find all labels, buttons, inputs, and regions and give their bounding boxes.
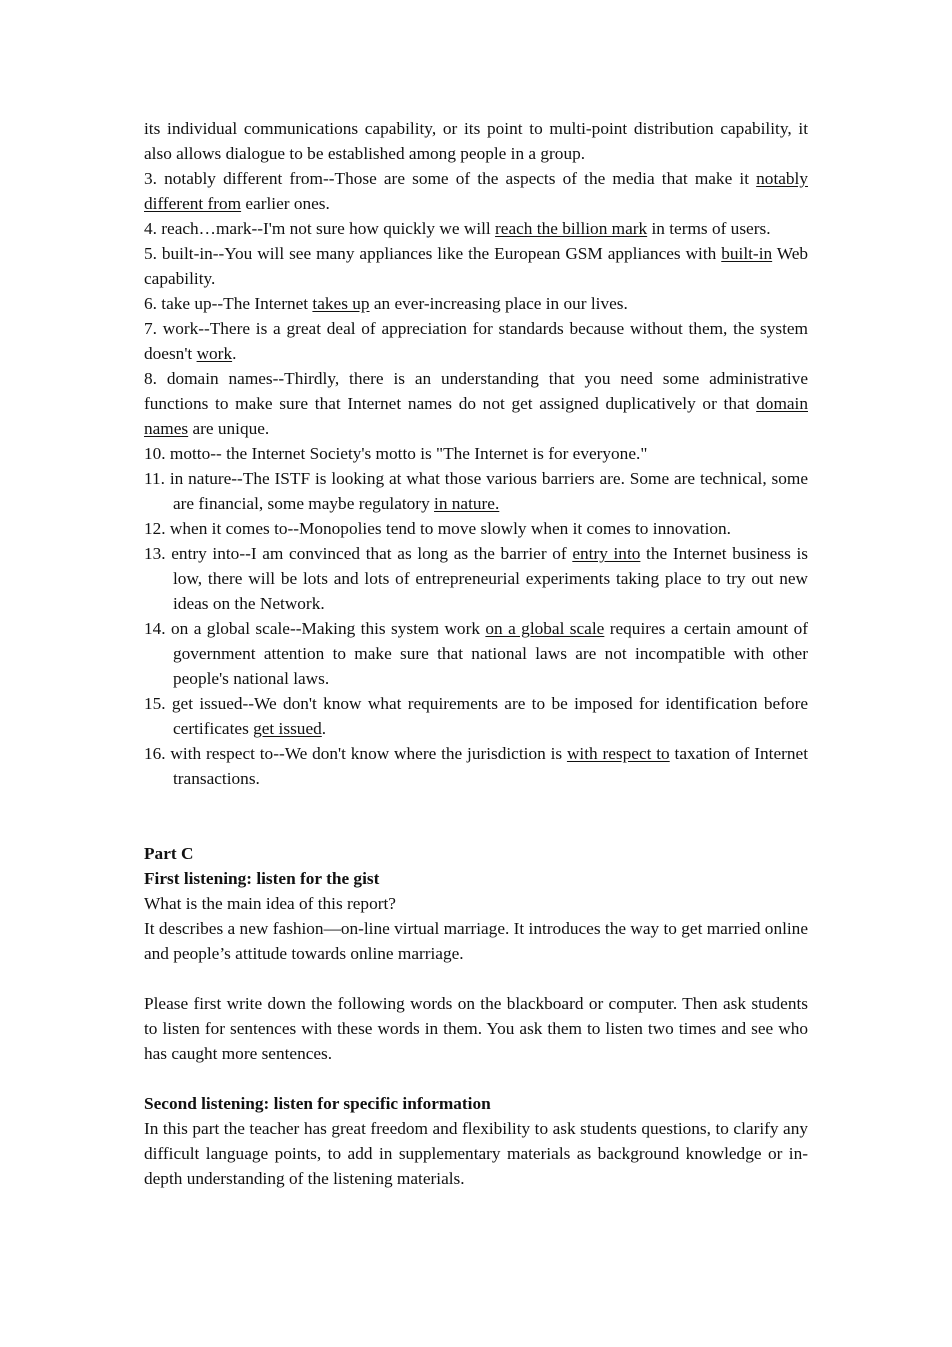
vocab-item-13 <box>144 541 808 616</box>
item-text: 7. work--There is a great deal of appreciation for standards because without them, the system doesn't <box>144 319 808 363</box>
item-underlined-phrase: reach the billion mark <box>495 219 648 238</box>
item-text: the Internet business is low, there will be lots and lots of entrepreneurial experiments taking place to try out new ideas on the Network. <box>173 544 808 613</box>
vocab-item-7 <box>144 316 808 366</box>
item-text: 15. get issued--We don't know what requirements are to be imposed for identification before certificates <box>144 694 808 738</box>
item-text: Web capability. <box>144 244 809 288</box>
vocab-item-10 <box>144 441 808 466</box>
document-page <box>144 116 808 1191</box>
item-text: . <box>232 344 237 363</box>
item-text: 12. when it comes to--Monopolies tend to move slowly when it comes to innovation. <box>144 519 732 538</box>
item-text: 8. domain names--Thirdly, there is an understanding that you need some administrative functions to make sure that Internet names do not get assigned duplicatively or that <box>144 369 808 413</box>
main-idea-question: What is the main idea of this report? <box>144 894 396 913</box>
item-text: in terms of users. <box>647 219 771 238</box>
item-text: 10. motto-- the Internet Society's motto is "The Internet is for everyone." <box>144 444 648 463</box>
vocab-item-8 <box>144 366 808 441</box>
vocab-item-11 <box>144 466 808 516</box>
item-text: 16. with respect to--We don't know where the jurisdiction is <box>144 744 567 763</box>
second-listening-paragraph: In this part the teacher has great freedom and flexibility to ask students questions, to clarify any difficult language points, to add in supplementary materials as background knowledge or in-depth understanding of the listening materials. <box>144 1119 808 1188</box>
item-text: 13. entry into--I am convinced that as long as the barrier of <box>144 544 573 563</box>
vocab-item-6 <box>144 291 808 316</box>
item-text: 14. on a global scale--Making this system work <box>144 619 486 638</box>
item-underlined-phrase: on a global scale <box>485 619 605 638</box>
item-text: 3. notably different from--Those are some of the aspects of the media that make it <box>144 169 757 188</box>
item-underlined-phrase: with respect to <box>566 744 670 763</box>
item-text: 6. take up--The Internet <box>144 294 313 313</box>
item-underlined-phrase: domain names <box>144 394 808 438</box>
section-heading: Part C <box>144 844 194 863</box>
vocab-item-14 <box>144 616 808 691</box>
vocab-item-5 <box>144 241 808 291</box>
spacer <box>144 791 808 841</box>
item-text: are unique. <box>188 419 270 438</box>
vocab-item-3 <box>144 166 808 216</box>
item-underlined-phrase: in nature. <box>434 494 500 513</box>
main-idea-answer: It describes a new fashion—on-line virtual marriage. It introduces the way to get married online and people’s attitude towards online marriage. <box>144 919 808 963</box>
vocab-item-15 <box>144 691 808 741</box>
item-text: requires a certain amount of government attention to make sure that national laws are not incompatible with other people's national laws. <box>173 619 808 688</box>
item-underlined-phrase: entry into <box>572 544 641 563</box>
vocab-item-12 <box>144 516 808 541</box>
vocab-item-16 <box>144 741 808 791</box>
instructions-paragraph: Please first write down the following words on the blackboard or computer. Then ask students to listen for sentences with these words in them. You ask them to listen two times and see who has caught more sentences. <box>144 994 808 1063</box>
spacer <box>144 966 808 991</box>
item-text: taxation of Internet transactions. <box>173 744 808 788</box>
item-text: 4. reach…mark--I'm not sure how quickly we will <box>144 219 496 238</box>
item-underlined-phrase: built-in <box>721 244 773 263</box>
vocab-item-4 <box>144 216 808 241</box>
item-text: . <box>321 719 327 738</box>
item-underlined-phrase: takes up <box>312 294 370 313</box>
intro-paragraph: its individual communications capability, or its point to multi-point distribution capability, it also allows dialogue to be established among people in a group. <box>144 119 808 163</box>
item-text: 11. in nature--The ISTF is looking at what those various barriers are. Some are technical, some are financial, some maybe regulatory <box>144 469 808 513</box>
second-listening-heading: Second listening: listen for specific information <box>144 1094 491 1113</box>
item-text: an ever-increasing place in our lives. <box>369 294 628 313</box>
item-text: earlier ones. <box>241 194 330 213</box>
item-underlined-phrase: notably different from <box>144 169 808 213</box>
spacer <box>144 1066 808 1091</box>
item-underlined-phrase: work <box>196 344 233 363</box>
item-text: 5. built-in--You will see many appliances like the European GSM appliances with <box>144 244 722 263</box>
first-listening-heading: First listening: listen for the gist <box>144 869 380 888</box>
item-underlined-phrase: get issued <box>253 719 322 738</box>
